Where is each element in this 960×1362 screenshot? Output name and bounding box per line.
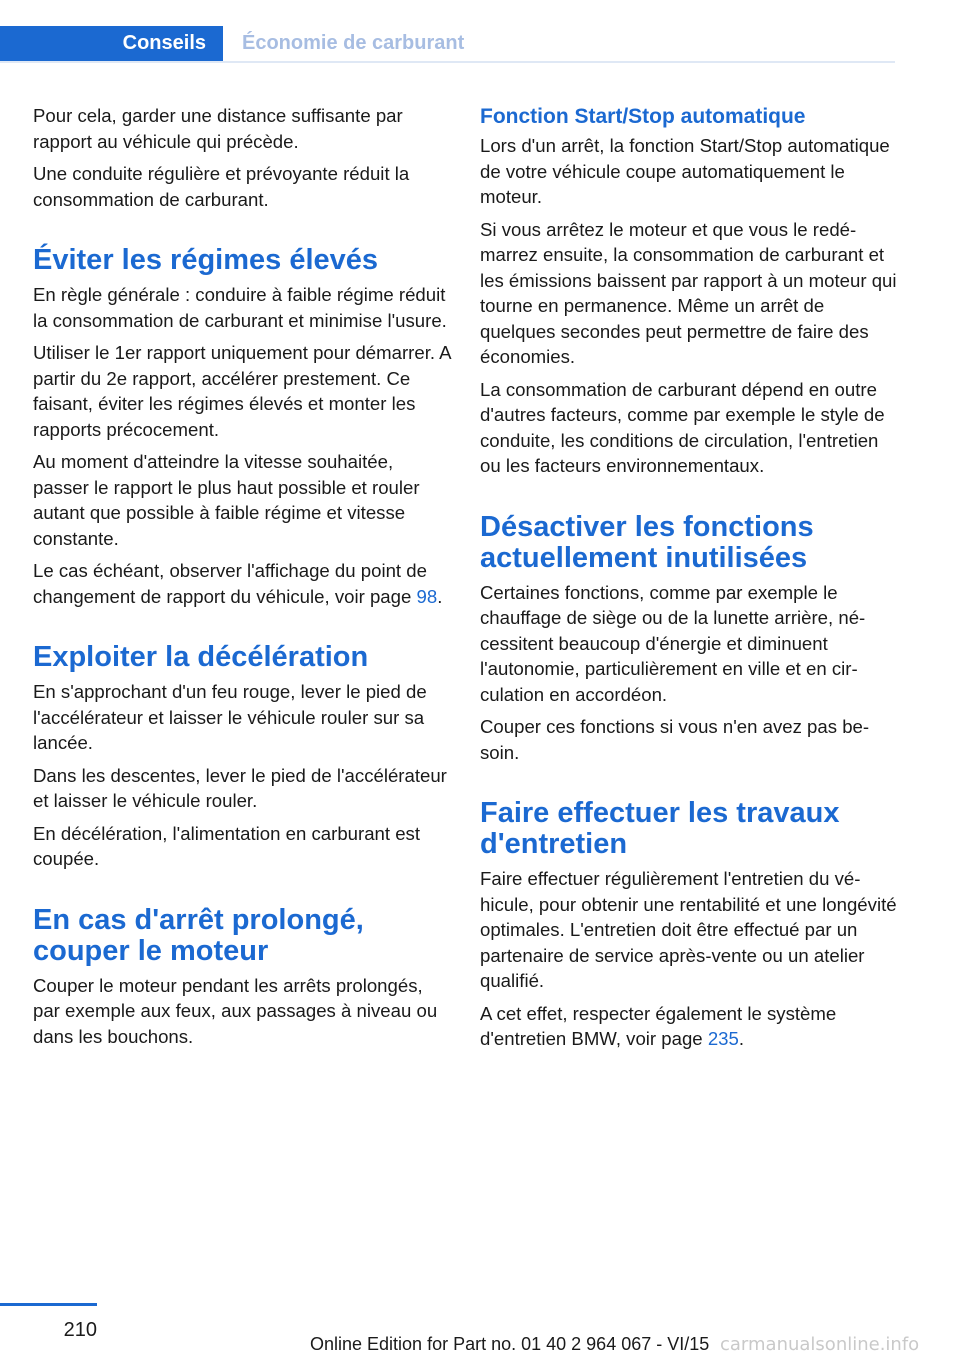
paragraph: Dans les descentes, lever le pied de l'accélérateur et laisser le véhicule rouler. [33,764,447,811]
paragraph [480,1001,898,1052]
heading-high-revs: Éviter les régimes élevés [33,244,379,276]
section-title[interactable]: Économie de carburant [242,32,465,54]
left-column [33,103,451,1056]
page-link-235[interactable]: 235 [707,1028,739,1049]
heading-deceleration: Exploiter la décélération [33,641,369,673]
paragraph: Certaines fonctions, comme par exemple le chauffage de siège ou de la lunette arrière, nécessitent beaucoup d'énergie et diminuent l'autonomie, particulièrement en ville et en circulation en accordéon. [480,581,866,705]
paragraph: En décélération, l'alimentation en carburant est coupée. [33,822,421,869]
heading-disable-functions: Désactiver les fonctions actuellement inutilisées [480,510,814,574]
paragraph: Au moment d'atteindre la vitesse souhaitée, passer le rapport le plus haut possible et rouler autant que possible à faible régime et vitesse constante. [33,451,420,549]
running-header [0,26,895,63]
right-column [480,103,898,1059]
paragraph-text: . [437,585,443,607]
heading-startstop: Fonction Start/Stop automatique [480,105,806,128]
watermark: carmanualsonline.info [720,1334,920,1355]
paragraph: Couper ces fonctions si vous n'en avez pas besoin. [480,716,870,763]
heading-maintenance: Faire effectuer les travaux d'entretien [480,797,840,860]
paragraph: Pour cela, garder une distance suffisante par rapport au véhicule qui précède. [33,105,403,152]
page-link-98[interactable]: 98 [416,585,438,607]
paragraph: Faire effectuer régulièrement l'entretien du véhicule, pour obtenir une rentabilité et une longévité optimales. L'entretien doit être effectué par un partenaire de service après-vente ou un atelier qualifié. [480,868,897,991]
paragraph: Couper le moteur pendant les arrêts prolongés, par exemple aux feux, aux passages à niveau ou dans les bouchons. [33,974,438,1047]
paragraph: Une conduite régulière et prévoyante réduit la consommation de carburant. [33,163,410,210]
footer-rule [0,1303,97,1306]
paragraph: En règle générale : conduire à faible régime réduit la consommation de carburant et minimise l'usure. [33,284,447,331]
paragraph: Lors d'un arrêt, la fonction Start/Stop automatique de votre véhicule coupe automatiquement le moteur. [480,135,890,207]
heading-stop-engine: En cas d'arrêt prolongé, couper le moteur [33,903,364,967]
paragraph: Utiliser le 1er rapport uniquement pour démarrer. A partir du 2e rapport, accélérer prestement. Ce faisant, éviter les régimes élevés et monter les rapports précocement. [33,342,451,440]
paragraph: La consommation de carburant dépend en outre d'autres facteurs, comme par exemple le style de conduite, les conditions de circulation, l'entretien ou les facteurs environnementaux. [480,378,885,476]
paragraph-text: A cet effet, respecter également le système d'entretien BMW, voir page [480,1002,837,1049]
chapter-tab[interactable]: Conseils [0,26,223,61]
paragraph: En s'approchant d'un feu rouge, lever le pied de l'accélérateur et laisser le véhicule rouler sur sa lancée. [33,681,427,753]
edition-info: Online Edition for Part no. 01 40 2 964 067 - VI/15 [310,1334,710,1354]
paragraph [33,558,451,609]
paragraph: Si vous arrêtez le moteur et que vous le redémarrez ensuite, la consommation de carburant et les émissions baissent par rapport à un moteur qui tourne en permanence. Même un arrêt de quelques secondes peut permettre de faire des économies. [480,218,897,367]
paragraph-text: Le cas échéant, observer l'affichage du point de changement de rapport du véhicule, voir page [33,560,427,607]
paragraph-text: . [738,1028,745,1049]
page-number: 210 [63,1319,97,1341]
